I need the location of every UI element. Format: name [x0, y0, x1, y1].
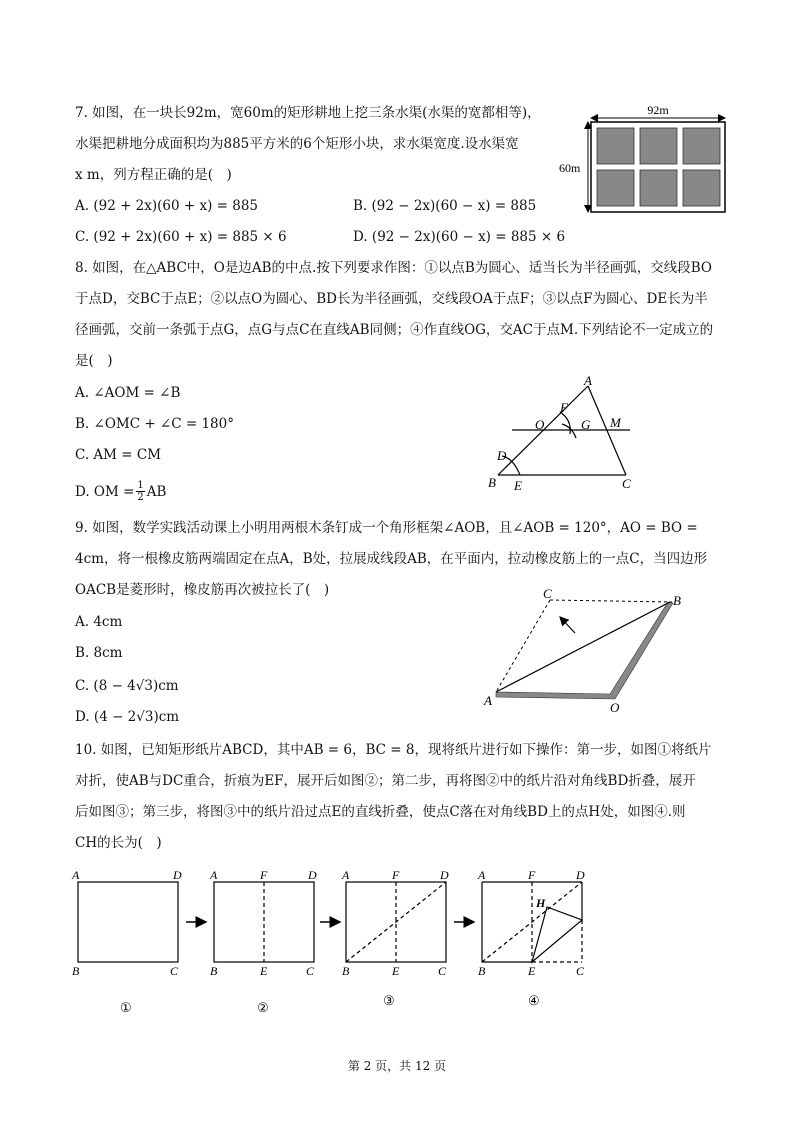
q8-line-1: 8. 如图，在△ABC中，O是边AB的中点.按下列要求作图：①以点B为圆心、适当长为半径画弧，交线段BO [75, 260, 712, 276]
q9-rhombus-figure [480, 585, 690, 715]
q8-option-d-numerator: 1 [137, 480, 144, 491]
q10-f2-label-a: A [210, 868, 218, 882]
q9-option-a: A. 4cm [75, 614, 123, 630]
q10-f3-label-e: E [392, 964, 400, 978]
q7-option-a: A. (92 + 2x)(60 + x) = 885 [75, 198, 259, 214]
q9-option-b: B. 8cm [75, 645, 123, 661]
q10-figure-4 [482, 882, 582, 962]
q7-option-d: D. (92 − 2x)(60 − x) = 885 × 6 [353, 229, 566, 245]
q10-f1-label-c: C [170, 964, 179, 978]
q10-f4-label-h: H [536, 896, 546, 910]
q10-caption-2: ② [257, 1000, 269, 1015]
q8-label-c: C [622, 476, 631, 491]
q10-f1-label-d: D [173, 868, 182, 882]
q9-label-a: A [484, 693, 492, 708]
q8-option-a: A. ∠AOM = ∠B [75, 385, 181, 401]
q8-label-g: G [581, 417, 591, 432]
q10-f2-label-b: B [210, 964, 218, 978]
q8-label-d: D [497, 448, 507, 463]
q10-figure-3 [346, 882, 446, 962]
q8-label-e: E [514, 478, 522, 493]
q10-f3-label-f: F [392, 868, 400, 882]
q8-option-b: B. ∠OMC + ∠C = 180° [75, 416, 234, 432]
q10-f4-label-c: C [576, 964, 585, 978]
q7-line-2: 水渠把耕地分成面积均为885平方米的6个矩形小块，求水渠宽度.设水渠宽 [75, 136, 519, 152]
q10-f3-label-a: A [342, 868, 350, 882]
q8-triangle-figure [480, 372, 650, 497]
q8-option-d-suffix: AB [146, 483, 167, 500]
q9-line-2: 4cm，将一根橡皮筋两端固定在点A，B处，拉展成线段AB，在平面内，拉动橡皮筋上的一点C，当四边形 [75, 551, 708, 567]
q9-label-b: B [673, 593, 681, 608]
q9-option-d: D. (4 − 2√3)cm [75, 709, 180, 725]
q10-f4-label-d: D [576, 868, 585, 882]
q7-field-figure [555, 100, 735, 220]
q10-f3-label-b: B [342, 964, 350, 978]
q10-f3-label-d: D [440, 868, 449, 882]
q10-line-3: 后如图③；第三步，将图③中的纸片沿过点E的直线折叠，使点C落在对角线BD上的点H处，如图④.则 [75, 804, 686, 820]
q8-option-d-prefix: D. OM = [75, 483, 135, 500]
q10-f2-label-e: E [260, 964, 268, 978]
q10-f4-label-b: B [478, 964, 486, 978]
q8-line-2: 于点D，交BC于点E；②以点O为圆心、BD长为半径画弧，交线段OA于点F；③以点F为圆心、DE长为半 [75, 291, 708, 307]
q8-option-d-fraction [136, 480, 144, 503]
q8-label-a: A [584, 373, 592, 388]
page-footer: 第 2 页，共 12 页 [347, 1059, 447, 1073]
q7-option-c: C. (92 + 2x)(60 + x) = 885 × 6 [75, 229, 287, 245]
q10-f1-label-a: A [72, 868, 80, 882]
q9-label-c: C [543, 586, 552, 601]
q10-folding-figures [70, 862, 610, 1022]
q10-f2-label-c: C [306, 964, 315, 978]
q10-f4-label-f: F [528, 868, 536, 882]
q9-option-c: C. (8 − 4√3)cm [75, 678, 179, 694]
q10-line-4: CH的长为( ) [75, 835, 162, 851]
q10-f2-label-f: F [260, 868, 268, 882]
q7-line-1: 7. 如图，在一块长92m，宽60m的矩形耕地上挖三条水渠(水渠的宽都相等)， [75, 105, 541, 121]
q10-f3-label-c: C [438, 964, 447, 978]
q8-label-o: O [535, 417, 545, 432]
q10-f4-label-e: E [528, 964, 536, 978]
q10-f2-label-d: D [308, 868, 317, 882]
q9-line-1: 9. 如图，数学实践活动课上小明用两根木条钉成一个角形框架∠AOB，且∠AOB = 120°，AO = BO = [75, 520, 698, 536]
q10-caption-4: ④ [528, 993, 540, 1008]
q10-f4-label-a: A [478, 868, 486, 882]
q8-option-d-denominator: 2 [137, 492, 144, 503]
q10-line-1: 10. 如图，已知矩形纸片ABCD，其中AB = 6，BC = 8，现将纸片进行如下操作：第一步，如图①将纸片 [75, 742, 712, 758]
q8-option-c: C. AM = CM [75, 447, 162, 463]
q8-label-b: B [488, 475, 496, 490]
q10-f1-label-b: B [72, 964, 80, 978]
q9-label-o: O [610, 700, 620, 715]
q8-line-3: 径画弧，交前一条弧于点G，点G与点C在直线AB同侧；④作直线OG，交AC于点M.下列结论不一定成立的 [75, 322, 714, 338]
q7-width-label: 92m [647, 103, 669, 117]
q7-line-3: x m，列方程正确的是( ) [75, 167, 232, 183]
q8-option-d [75, 480, 166, 503]
q10-caption-3: ③ [383, 993, 395, 1008]
q7-height-label: 60m [559, 161, 581, 175]
q8-label-f: F [560, 400, 568, 415]
q8-line-4: 是( ) [75, 353, 113, 369]
q10-caption-1: ① [120, 1000, 132, 1015]
q8-label-m: M [610, 415, 621, 430]
q10-line-2: 对折，使AB与DC重合，折痕为EF，展开后如图②；第二步，再将图②中的纸片沿对角线BD折叠，展开 [75, 773, 696, 789]
q10-figure-2 [214, 882, 314, 962]
q7-option-b: B. (92 − 2x)(60 − x) = 885 [353, 198, 537, 214]
q9-line-3: OACB是菱形时，橡皮筋再次被拉长了( ) [75, 582, 330, 598]
q10-figure-1 [78, 882, 178, 962]
